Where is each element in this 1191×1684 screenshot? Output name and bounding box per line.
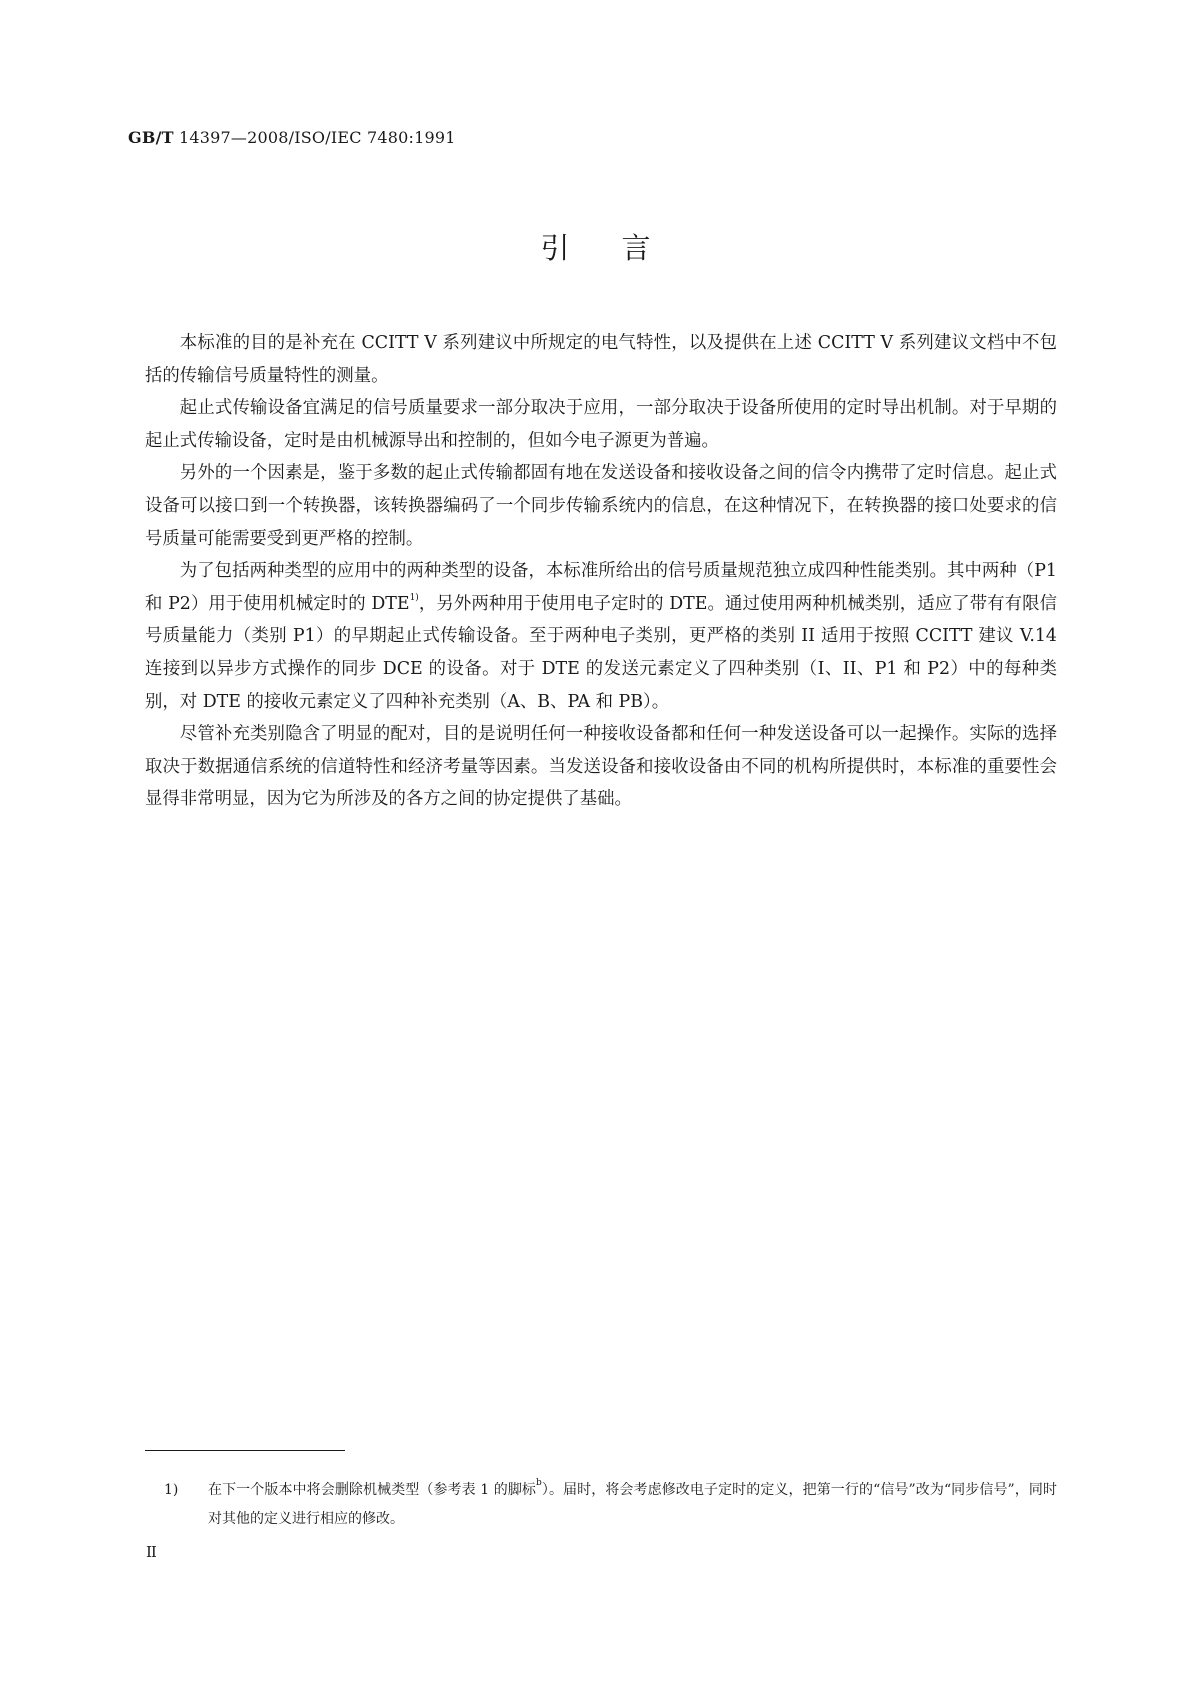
- footnote-separator: [145, 1450, 345, 1451]
- footnote-text: [208, 1476, 1057, 1534]
- paragraph-4: [145, 555, 1057, 718]
- standard-header: [128, 128, 456, 147]
- footnote-superscript: b: [536, 1478, 542, 1488]
- paragraph-4-text-b: ，另外两种用于使用电子定时的 DTE。通过使用两种机械类别，适应了带有有限信号质量能力（类别 P1）的早期起止式传输设备。至于两种电子类别，更严格的类别 II 适用于按照 CCITT 建议 V.14 连接到以异步方式操作的同步 DCE 的设备。对于 DTE 的发送元素定义了四种类别（I、II、P1 和 P2）中的每种类别，对 DTE 的接收元素定义了四种补充类别（A、B、PA 和 PB）。: [145, 593, 1057, 712]
- introduction-body: [145, 327, 1057, 816]
- footnote-number: 1): [164, 1482, 179, 1498]
- paragraph-2: 起止式传输设备宜满足的信号质量要求一部分取决于应用，一部分取决于设备所使用的定时导出机制。对于早期的起止式传输设备，定时是由机械源导出和控制的，但如今电子源更为普遍。: [145, 398, 1057, 451]
- standard-number: 14397—2008/ISO/IEC 7480:1991: [173, 128, 456, 147]
- page-number: II: [146, 1543, 156, 1561]
- paragraph-4-text-a: 为了包括两种类型的应用中的两种类型的设备，本标准所给出的信号质量规范独立成四种性能类别。其中两种（P1 和 P2）用于使用机械定时的 DTE: [145, 561, 1057, 614]
- paragraph-5: 尽管补充类别隐含了明显的配对，目的是说明任何一种接收设备都和任何一种发送设备可以一起操作。实际的选择取决于数据通信系统的信道特性和经济考量等因素。当发送设备和接收设备由不同的机构所提供时，本标准的重要性会显得非常明显，因为它为所涉及的各方之间的协定提供了基础。: [145, 724, 1057, 810]
- footnote: [164, 1476, 1057, 1534]
- footnote-text-b: ）。届时，将会考虑修改电子定时的定义，把第一行的“信号”改为“同步信号”，同时对其他的定义进行相应的修改。: [208, 1482, 1057, 1527]
- paragraph-1: 本标准的目的是补充在 CCITT V 系列建议中所规定的电气特性，以及提供在上述 CCITT V 系列建议文档中不包括的传输信号质量特性的测量。: [145, 333, 1057, 386]
- footnote-reference: 1): [409, 592, 419, 603]
- footnote-text-a: 在下一个版本中将会删除机械类型（参考表 1 的脚标: [208, 1482, 537, 1498]
- page-title: 引言: [540, 231, 703, 265]
- standard-code: GB/T: [128, 128, 174, 147]
- paragraph-3: 另外的一个因素是，鉴于多数的起止式传输都固有地在发送设备和接收设备之间的信令内携带了定时信息。起止式设备可以接口到一个转换器，该转换器编码了一个同步传输系统内的信息，在这种情况下，在转换器的接口处要求的信号质量可能需要受到更严格的控制。: [145, 463, 1057, 549]
